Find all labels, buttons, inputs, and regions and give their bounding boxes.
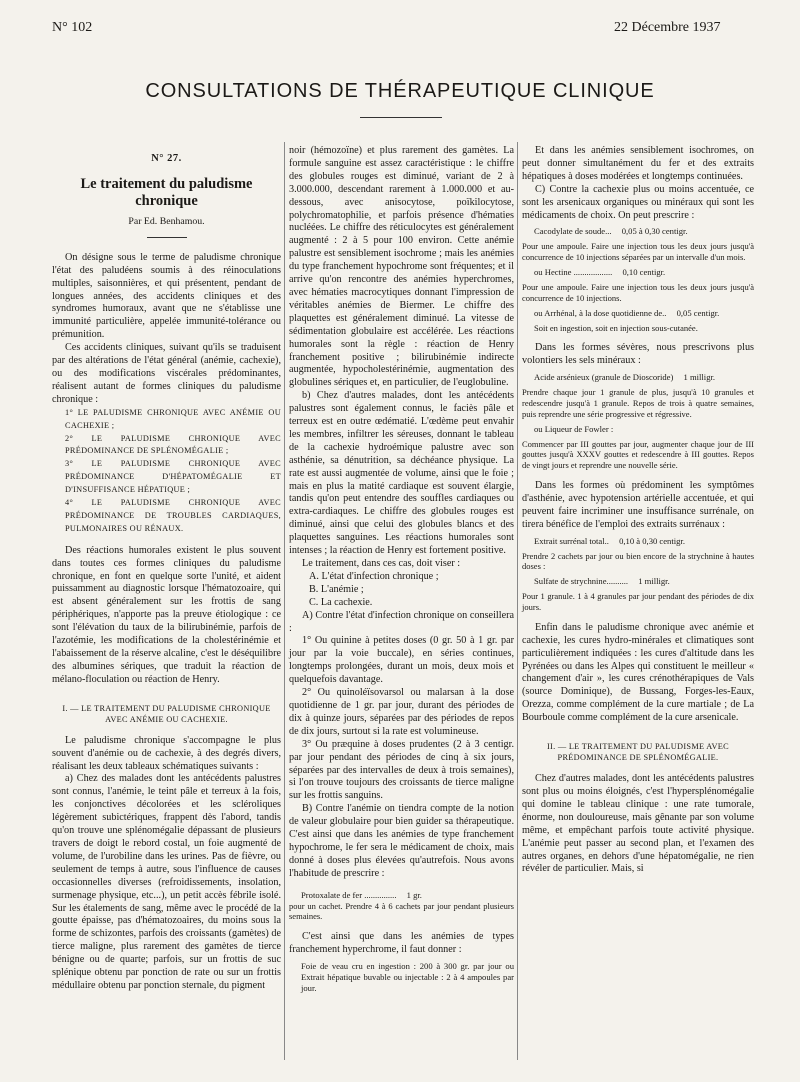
rx-name: Sulfate de strychnine.......... — [534, 576, 629, 587]
paragraph: a) Chez des malades dont les antécédents palustres sont connus, l'anémie, le teint pâle et terreux à la fois, les conjonctives décolorées et les scléroliques légèrement subictériques, frappent dès l'abord, tandis qu'on trouve une splénomégalie dépassant de plusieurs travers de doigt le rebord costal, un foie augmenté de volume, de l'urobiline dans les urines. Pas de fièvre, ou seulement de temps à autre, sous l'influence de causes occasionnelles diverses (refroidissements, insolation, surmenage physique, etc...), un petit accès fébrile isolé. Sur les étalements de sang, même avec le procédé de la goutte épaisse, pas d'hématozoaires, du moins sous la forme de schizontes, parfois des croissants (gamètes) de tierce maligne, plus rarement des gamètes de tierce bénigne ou de quarte; parfois, sur un frottis de suc splénique obtenu par ponction de rate ou sur un frottis médullaire obtenu par ponction sternale, du pigment — [52, 773, 281, 991]
prescription — [289, 890, 514, 901]
paragraph: On désigne sous le terme de paludisme chronique l'état des paludéens soumis à des réinoculations multiples, saisonnières, et qui présentent, pendant de longues années, des accidents cliniques et des syndromes humoraux, avant que ne s'établisse une immunité particulière, appelée immunité-tolérance ou prémunition. — [52, 251, 281, 341]
rx-name: Extrait surrénal total.. — [534, 535, 609, 546]
rx-dose: 0,10 centigr. — [622, 267, 666, 278]
paragraph: Chez d'autres malades, dont les antécédents palustres sont plus ou moins éloignés, c'est l'hypersplénomégalie qui domine le tableau clinique : une rate tumorale, énorme, non douloureuse, mais gênante par son volume même, et empêchant parfois toute activité physique. L'anémie peut passer au second plan, et l'examen des autres organes, en dehors d'une hépatomégalie, ne rien révéler de particulier. Mais, si — [522, 773, 754, 875]
rx-dots: .................. — [573, 267, 613, 278]
column-divider — [284, 142, 285, 1060]
rx-note: pour un cachet. Prendre 4 à 6 cachets par jour pendant plusieurs semaines. — [289, 900, 514, 922]
column-1 — [52, 145, 281, 993]
list-item: C. La cachexie. — [309, 596, 373, 608]
rx-note: Soit en ingestion, soit en injection sous-cutanée. — [534, 322, 698, 333]
paragraph: Le traitement, dans ces cas, doit viser : — [302, 558, 461, 569]
paragraph: Enfin dans le paludisme chronique avec anémie et cachexie, les cures hydro-minérales et climatiques sont particulièrement indiquées : les cures d'altitude dans les Pyrénées ou dans les Alpes qui constituent le meilleur « changement d'air », les cures crénothérapiques de Vals (source Dominique), de Bussang, Forges-les-Eaux, Orezza, comme complément de la cure martiale ; de La Bourboule comme complément de la cure arsenicale. — [522, 621, 754, 724]
prescription — [522, 536, 754, 547]
paragraph: Des réactions humorales existent le plus souvent dans toutes ces formes cliniques du paludisme chronique, en font en quelque sorte l'unité, et aident puissamment au diagnostic lorsque l'hématozoaire, qui est absent généralement sur les frottis de sang périphériques, n'apporte pas la preuve étiologique : ce sont l'élévation du taux de la bilirubinémie, parfois de l'azotémie, les modifications de la cholestérinémie et l'abaissement de la réserve alcaline, c'est le déséquilibre des albumines sériques, que traduit la réaction de mélano-floculation ou réaction de Henry. — [52, 544, 281, 685]
paragraph: 1° Ou quinine à petites doses (0 gr. 50 à 1 gr. par jour par la voie buccale), en séries continues, longtemps prolongées, durant un mois, deux mois et quelquefois davantage. — [289, 635, 514, 686]
rx-dose: 0,05 centigr. — [676, 307, 720, 318]
rx-dose: 0,10 à 0,30 centigr. — [619, 535, 685, 546]
rx-dots: ............... — [364, 889, 397, 900]
list-item: A. L'état d'infection chronique ; — [309, 570, 439, 582]
rx-dose: 0,05 à 0,30 centigr. — [621, 226, 688, 237]
column-2 — [289, 145, 514, 994]
paragraph: Le paludisme chronique s'accompagne le plus souvent d'anémie ou de cachexie, à des degrés divers, réalisant les deux tableaux schématiques suivants : — [52, 734, 281, 772]
prescription — [522, 308, 754, 319]
paragraph: b) Chez d'autres malades, dont les antécédents palustres sont également connus, le faciès pâle et terreux est en outre œdématié. L'œdème peut envahir les membres, infiltrer les séreuses, donnant le tableau de la cachexie hydroémique palustre avec son asthénie, sa dénutrition, sa déchéance physique. La rate est aussi augmentée de volume, ainsi que le foie ; mais en plus la matité cardiaque est souvent élargie, tandis qu'on peut entendre des souffles cardiaques ou extra-cardiaques. Le chiffre des globules rouges est diminué, ainsi que celui des globules blancs et des plaquettes sanguines. Les réactions humorales sont intenses ; la réaction de Henry est fortement positive. — [289, 390, 514, 557]
paragraph: noir (hémozoïne) et plus rarement des gamètes. La formule sanguine est assez caractéristique : le chiffre des globules rouges est diminué, variant de 2 à 3.000.000, descendant rarement à 1.000.000 et au-dessous, avec anisocytose, poïkilocytose, polychromatophilie, et parfois présence d'hématies nucléées. Le chiffre des réticulocytes est généralement augmenté : 2 à 5 pour 100 environ. Cette anémie palustre est sensiblement isochrome ; mais les anémies du type franchement hypochrome sont fréquentes; et il arrive qu'on rencontre des anémies hyperchromes, avec hématies macrocytiques donnant l'impression de véritables anémies de Biermer. Le chiffre des plaquettes est généralement diminué. La vitesse de sédimentation globulaire est accélérée. Les réactions humorales sont la règle : réaction de Henry franchement positive ; bilirubinémie indirecte augmentée, hypocholestérinémie, augmentation des globulines sériques et, en particulier, de l'euglobuline. — [289, 145, 514, 389]
rx-note: Pour une ampoule. Faire une injection tous les deux jours jusqu'à concurrence de 10 injections. — [522, 282, 754, 303]
paragraph: 3° Ou præquine à doses prudentes (2 à 3 centigr. par jour pendant des périodes de cinq à six jours, séparées par des intervalles de deux à trois semaines), si l'on trouve toujours des croissants de tierce maligne sur les frottis sanguins. — [289, 738, 514, 802]
rx-dose: 1 gr. — [406, 889, 422, 900]
article-number: N° 27. — [151, 153, 182, 164]
paragraph: Dans les formes où prédominent les symptômes d'asthénie, avec hypotension artérielle accentuée, et qui peuvent faire incriminer une insuffisance surrénale, on tirera bénéfice de l'emploi des extraits surrénaux : — [522, 480, 754, 530]
list-item: 4° LE PALUDISME CHRONIQUE AVEC PRÉDOMINANCE DE TROUBLES CARDIAQUES, PULMONAIRES OU RÉNAUX. — [65, 498, 281, 533]
rx-note: Pour 1 granule. 1 à 4 granules par jour pendant des périodes de dix jours. — [522, 591, 754, 613]
prescription — [522, 267, 754, 278]
rx-name: Acide arsénieux (granule de Dioscoride) — [534, 372, 674, 383]
rx-dose: 1 milligr. — [683, 372, 716, 383]
paragraph: C'est ainsi que dans les anémies de types franchement hyperchrome, il faut donner : — [289, 931, 514, 956]
prescription — [522, 576, 754, 587]
rx-dose: 1 milligr. — [638, 576, 670, 587]
rx-note: Prendre chaque jour 1 granule de plus, jusqu'à 10 granules et redescendre jusqu'à 1 granule. Repos de trois à quatre semaines, puis reprendre une série progressive et régressive. — [522, 387, 754, 419]
paragraph: Et dans les anémies sensiblement isochromes, on peut donner simultanément du fer et des extraits hépatiques à doses modérées et longtemps continuées. — [522, 145, 754, 182]
paragraph: C) Contre la cachexie plus ou moins accentuée, ce sont les arsenicaux organiques ou minéraux qui sont les médicaments de choix. On peut prescrire : — [522, 183, 754, 221]
list-item: 3° LE PALUDISME CHRONIQUE AVEC PRÉDOMINANCE D'HÉPATOMÉGALIE ET D'INSUFFISANCE HÉPATIQUE ; — [65, 459, 281, 495]
paragraph: A) Contre l'état d'infection chronique on conseillera : — [289, 609, 514, 634]
list-item: 2° LE PALUDISME CHRONIQUE AVEC PRÉDOMINANCE DE SPLÉNOMÉGALIE ; — [65, 433, 281, 456]
rx-note: Prendre 2 cachets par jour ou bien encore de la strychnine à hautes doses : — [522, 550, 754, 572]
paragraph: B) Contre l'anémie on tiendra compte de la notion de valeur globulaire pour bien guider sa thérapeutique. C'est ainsi que dans les anémies de type franchement hypochrome, le fer sera le médicament de choix, mais donné à doses plus élevées qu'autrefois. Nous avons l'habitude de prescrire : — [289, 803, 514, 879]
column-3 — [522, 145, 754, 876]
rx-name: ou Arrhénal, à la dose quotidienne de.. — [534, 307, 667, 318]
article-title: Le traitement du paludisme chronique — [80, 175, 253, 209]
paragraph: Ces accidents cliniques, suivant qu'ils se traduisent par des altérations de l'état général (anémie, cachexie), ou des modifications viscérales prédominantes, réalisent autant de formes cliniques du paludisme chronique : — [52, 342, 281, 405]
rx-name: Protoxalate de fer — [301, 889, 363, 900]
list-item: B. L'anémie ; — [309, 583, 364, 595]
title-rule — [360, 117, 442, 118]
rx-note: Commencer par III gouttes par jour, augmenter chaque jour de III gouttes jusqu'à XXXV gouttes et redescendre à III gouttes. Repos de vingt jours et reprendre une nouvelle série. — [522, 438, 754, 471]
issue-number: N° 102 — [52, 20, 93, 35]
section-heading: I. — LE TRAITEMENT DU PALUDISME CHRONIQUE AVEC ANÉMIE OU CACHEXIE. — [62, 703, 271, 724]
rx-name: Cacodylate de soude... — [534, 226, 612, 237]
article-author: Par Ed. Benhamou. — [128, 215, 205, 227]
prescription: Foie de veau cru en ingestion : 200 à 300 gr. par jour ou Extrait hépatique buvable ou injectable : 2 à 4 ampoules par jour. — [301, 961, 514, 994]
issue-date: 22 Décembre 1937 — [614, 20, 721, 35]
author-rule — [147, 237, 187, 238]
list-item: 1° LE PALUDISME CHRONIQUE AVEC ANÉMIE OU CACHEXIE ; — [65, 407, 281, 430]
section-heading: II. — LE TRAITEMENT DU PALUDISME AVEC PRÉDOMINANCE DE SPLÉNOMÉGALIE. — [546, 742, 730, 763]
paragraph: 2° Ou quinoléïsovarsol ou malarsan à la dose quotidienne de 1 gr. par jour, durant des périodes de dix à quinze jours, séparées par des périodes de repos de dix jours, surtout si la rate est volumineuse. — [289, 687, 514, 737]
prescription — [522, 372, 754, 383]
rx-note: Pour une ampoule. Faire une injection tous les deux jours jusqu'à concurrence de 10 injections séparées par un intervalle d'un mois. — [522, 241, 754, 263]
page-title: CONSULTATIONS DE THÉRAPEUTIQUE CLINIQUE — [145, 80, 655, 102]
prescription — [522, 226, 754, 237]
paragraph: Dans les formes sévères, nous prescrivons plus volontiers les sels minéraux : — [522, 342, 754, 367]
column-divider — [517, 142, 518, 1060]
rx-name: ou Hectine — [534, 267, 572, 278]
rx-name: ou Liqueur de Fowler : — [534, 423, 614, 434]
